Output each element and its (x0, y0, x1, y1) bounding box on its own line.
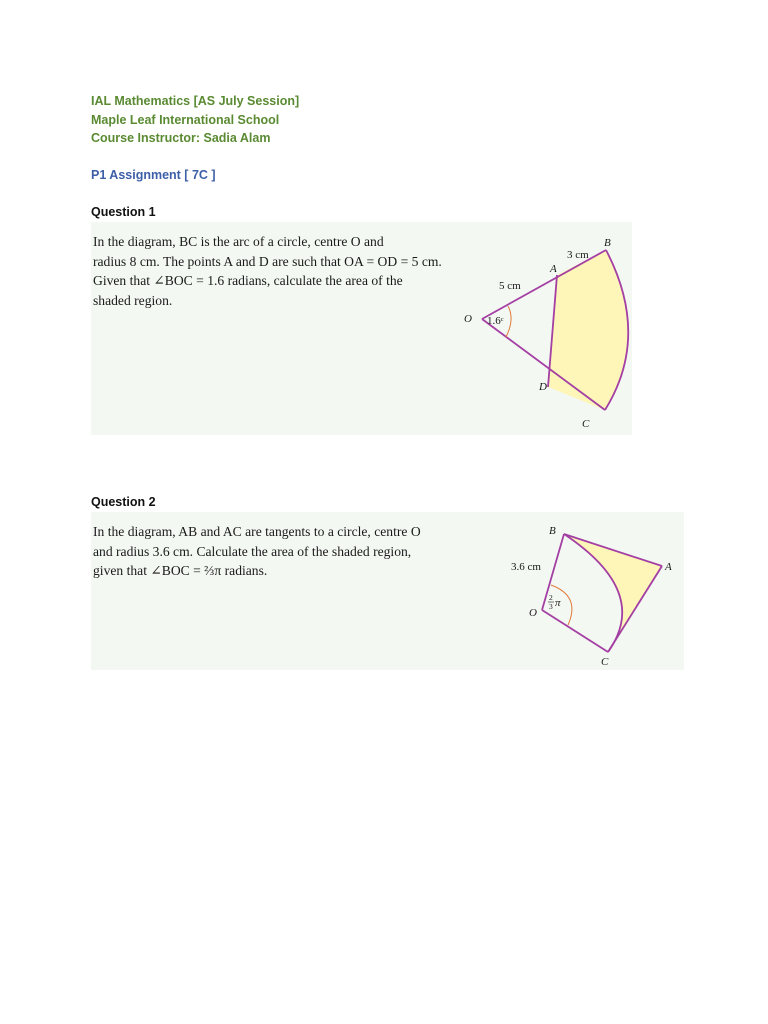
label-5cm: 5 cm (499, 280, 521, 292)
question-2-diagram (91, 512, 684, 670)
label-D: D (539, 381, 547, 393)
label-angle: 1.6ᶜ (487, 315, 504, 327)
label-C: C (582, 418, 590, 430)
question-2-label: Question 2 (91, 495, 156, 509)
question-2-line: given that ∠BOC = ⅔π radians. (93, 563, 268, 578)
question-2-panel (91, 512, 684, 670)
question-1-label: Question 1 (91, 205, 156, 219)
angle-arc (506, 306, 511, 337)
label-O: O (529, 607, 537, 619)
header-instructor: Course Instructor: Sadia Alam (91, 131, 271, 145)
angle-fraction-numerator: 2 (549, 593, 553, 602)
question-1-line: Given that ∠BOC = 1.6 radians, calculate the area of the (93, 273, 403, 288)
label-3cm: 3 cm (567, 249, 589, 261)
assignment-title: P1 Assignment [ 7C ] (91, 168, 216, 182)
label-C: C (601, 656, 609, 668)
header-course: IAL Mathematics [AS July Session] (91, 94, 300, 108)
line-OC (542, 610, 608, 652)
label-3-6cm: 3.6 cm (511, 561, 541, 573)
line-OB (542, 534, 564, 610)
question-1-line: radius 8 cm. The points A and D are such that OA = OD = 5 cm. (93, 253, 442, 269)
question-1-diagram (91, 222, 632, 435)
question-1-line: In the diagram, BC is the arc of a circle, centre O and (93, 234, 384, 249)
question-1-line: shaded region. (93, 292, 173, 308)
label-B: B (549, 525, 556, 537)
label-O: O (464, 313, 472, 325)
header-school: Maple Leaf International School (91, 113, 280, 127)
label-A: A (550, 263, 557, 275)
question-2-line: In the diagram, AB and AC are tangents to a circle, centre O (93, 524, 421, 539)
angle-pi: π (555, 597, 561, 609)
label-A: A (665, 561, 672, 573)
question-1-panel (91, 222, 632, 435)
question-2-line: and radius 3.6 cm. Calculate the area of the shaded region, (93, 543, 412, 559)
label-B: B (604, 237, 611, 249)
angle-fraction-denominator: 3 (549, 602, 553, 611)
